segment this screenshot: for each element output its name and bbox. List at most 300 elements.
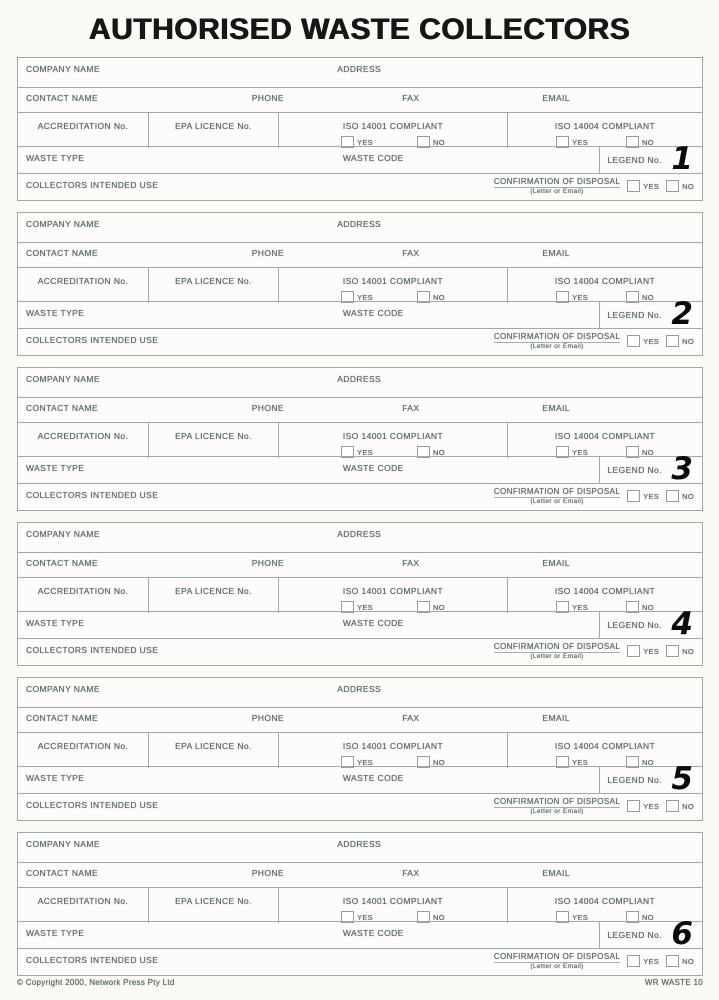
- legend-no-label: LEGEND No.: [607, 620, 662, 630]
- email-segment: [534, 863, 702, 887]
- confirmation-of-disposal-label: CONFIRMATION OF DISPOSAL: [494, 642, 620, 653]
- epa-licence-no-cell[interactable]: [148, 578, 278, 613]
- contact-name-field[interactable]: [98, 93, 240, 112]
- contact-name-field[interactable]: [98, 403, 240, 422]
- contact-name-field[interactable]: [98, 713, 240, 732]
- yes-label: YES: [572, 447, 589, 457]
- company-address-row: [18, 678, 702, 707]
- no-label: NO: [642, 292, 654, 302]
- yes-label: YES: [643, 181, 660, 191]
- collector-block: [17, 57, 703, 201]
- phone-segment: [244, 863, 394, 887]
- accreditation-no-label: ACCREDITATION No.: [37, 431, 129, 441]
- collectors-intended-use-label: COLLECTORS INTENDED USE: [26, 800, 159, 810]
- no-label: NO: [642, 912, 654, 922]
- yes-label: YES: [572, 602, 589, 612]
- collectors-intended-use-field[interactable]: [162, 329, 494, 355]
- phone-field[interactable]: [284, 403, 390, 422]
- fax-field[interactable]: [419, 248, 530, 267]
- address-field[interactable]: [381, 684, 698, 707]
- accreditation-no-label: ACCREDITATION No.: [37, 276, 129, 286]
- intended-use-row: [18, 793, 702, 820]
- confirmation-no-checkbox[interactable]: [666, 955, 679, 967]
- waste-code-label: WASTE CODE: [342, 618, 404, 628]
- confirmation-yes-checkbox[interactable]: [627, 335, 640, 347]
- no-label: NO: [682, 336, 694, 346]
- waste-code-field[interactable]: [404, 928, 596, 948]
- epa-licence-no-label: EPA LICENCE No.: [175, 121, 252, 131]
- email-segment: [534, 553, 702, 577]
- fax-label: FAX: [402, 868, 420, 878]
- confirmation-yes-option: [627, 800, 659, 812]
- waste-code-label: WASTE CODE: [342, 928, 404, 938]
- confirmation-yes-checkbox[interactable]: [627, 645, 640, 657]
- confirmation-of-disposal-group: [494, 639, 702, 661]
- email-field[interactable]: [570, 558, 698, 577]
- legend-number: 4: [671, 606, 693, 642]
- waste-type-label: WASTE TYPE: [26, 928, 85, 938]
- address-label: ADDRESS: [337, 839, 382, 849]
- yes-label: YES: [643, 801, 660, 811]
- address-field[interactable]: [381, 529, 698, 552]
- fax-segment: [394, 708, 534, 732]
- no-label: NO: [433, 292, 445, 302]
- fax-label: FAX: [402, 403, 420, 413]
- confirmation-of-disposal-group: [494, 174, 702, 196]
- accreditation-no-cell[interactable]: [18, 113, 148, 148]
- contact-row: [18, 552, 702, 577]
- epa-licence-no-cell[interactable]: [148, 888, 278, 923]
- intended-use-row: [18, 948, 702, 975]
- waste-type-label: WASTE TYPE: [26, 618, 85, 628]
- waste-code-segment: [343, 767, 600, 793]
- yes-label: YES: [357, 912, 373, 922]
- confirmation-method-label: (Letter or Email): [530, 343, 584, 351]
- contact-row: [18, 397, 702, 422]
- company-name-label: COMPANY NAME: [26, 219, 100, 229]
- iso-14001-label: ISO 14001 COMPLIANT: [342, 276, 444, 286]
- fax-segment: [394, 243, 534, 267]
- address-segment: [329, 833, 702, 862]
- company-name-label: COMPANY NAME: [26, 839, 100, 849]
- contact-name-segment: [18, 398, 244, 422]
- confirmation-method-label: (Letter or Email): [530, 188, 584, 196]
- company-address-row: [18, 833, 702, 862]
- collector-block: [17, 832, 703, 976]
- legend-cell: [599, 761, 702, 797]
- collector-blocks: [17, 57, 703, 976]
- company-name-label: COMPANY NAME: [26, 64, 100, 74]
- fax-segment: [394, 863, 534, 887]
- accreditation-row: [18, 887, 702, 921]
- waste-type-field[interactable]: [84, 773, 339, 793]
- collector-block: [17, 677, 703, 821]
- phone-field[interactable]: [284, 93, 390, 112]
- iso-14001-cell: [278, 578, 507, 613]
- waste-code-label: WASTE CODE: [342, 463, 404, 473]
- accreditation-no-label: ACCREDITATION No.: [37, 896, 129, 906]
- confirmation-label-stack: [494, 332, 620, 351]
- confirmation-yes-checkbox[interactable]: [627, 955, 640, 967]
- accreditation-no-label: ACCREDITATION No.: [37, 586, 129, 596]
- email-segment: [534, 88, 702, 112]
- company-address-row: [18, 213, 702, 242]
- company-name-field[interactable]: [100, 529, 325, 552]
- contact-name-label: CONTACT NAME: [26, 403, 99, 413]
- epa-licence-no-label: EPA LICENCE No.: [175, 586, 252, 596]
- collectors-intended-use-label: COLLECTORS INTENDED USE: [26, 955, 159, 965]
- confirmation-no-option: [666, 335, 694, 347]
- iso-14004-label: ISO 14004 COMPLIANT: [554, 276, 656, 286]
- confirmation-yes-option: [627, 645, 659, 657]
- confirmation-no-option: [666, 800, 694, 812]
- fax-field[interactable]: [419, 403, 530, 422]
- email-field[interactable]: [570, 403, 698, 422]
- company-name-label: COMPANY NAME: [26, 529, 100, 539]
- waste-type-field[interactable]: [84, 618, 339, 638]
- phone-label: PHONE: [251, 558, 284, 568]
- contact-name-label: CONTACT NAME: [26, 93, 99, 103]
- address-label: ADDRESS: [337, 219, 382, 229]
- phone-segment: [244, 88, 394, 112]
- confirmation-yes-checkbox[interactable]: [627, 800, 640, 812]
- fax-label: FAX: [402, 558, 420, 568]
- collectors-intended-use-field[interactable]: [162, 794, 494, 820]
- confirmation-method-label: (Letter or Email): [530, 963, 584, 971]
- waste-type-segment: [18, 457, 343, 483]
- confirmation-of-disposal-group: [494, 949, 702, 971]
- fax-label: FAX: [402, 93, 420, 103]
- legend-no-label: LEGEND No.: [607, 775, 662, 785]
- yes-label: YES: [643, 336, 660, 346]
- accreditation-no-cell[interactable]: [18, 268, 148, 303]
- phone-label: PHONE: [251, 403, 284, 413]
- intended-use-row: [18, 483, 702, 510]
- legend-number: 5: [671, 761, 693, 797]
- legend-number: 2: [671, 296, 693, 332]
- confirmation-label-stack: [494, 797, 620, 816]
- waste-code-field[interactable]: [404, 773, 596, 793]
- accreditation-no-cell[interactable]: [18, 578, 148, 613]
- collector-block: [17, 522, 703, 666]
- confirmation-method-label: (Letter or Email): [530, 808, 584, 816]
- confirmation-no-checkbox[interactable]: [666, 800, 679, 812]
- company-name-segment: [18, 58, 329, 87]
- iso-14004-label: ISO 14004 COMPLIANT: [554, 431, 656, 441]
- confirmation-no-option: [666, 490, 694, 502]
- iso-14001-label: ISO 14001 COMPLIANT: [342, 586, 444, 596]
- phone-field[interactable]: [284, 558, 390, 577]
- email-label: EMAIL: [542, 248, 570, 258]
- legend-cell: [599, 451, 702, 487]
- email-field[interactable]: [570, 93, 698, 112]
- accreditation-row: [18, 112, 702, 146]
- iso-14001-label: ISO 14001 COMPLIANT: [342, 121, 444, 131]
- waste-code-field[interactable]: [404, 308, 596, 328]
- phone-segment: [244, 553, 394, 577]
- address-segment: [329, 368, 702, 397]
- company-name-label: COMPANY NAME: [26, 374, 100, 384]
- fax-segment: [394, 398, 534, 422]
- intended-use-row: [18, 328, 702, 355]
- collectors-intended-use-field[interactable]: [162, 949, 494, 975]
- confirmation-yes-option: [627, 180, 659, 192]
- iso-14001-cell: [278, 888, 507, 923]
- confirmation-label-stack: [494, 952, 620, 971]
- address-label: ADDRESS: [337, 64, 382, 74]
- iso-14001-cell: [278, 733, 507, 768]
- email-field[interactable]: [570, 868, 698, 887]
- fax-segment: [394, 88, 534, 112]
- email-label: EMAIL: [542, 403, 570, 413]
- collectors-intended-use-segment: [18, 639, 162, 655]
- collectors-intended-use-segment: [18, 329, 162, 345]
- waste-type-field[interactable]: [84, 153, 339, 173]
- phone-field[interactable]: [284, 868, 390, 887]
- yes-label: YES: [643, 646, 660, 656]
- iso-14001-label: ISO 14001 COMPLIANT: [342, 741, 444, 751]
- accreditation-no-cell[interactable]: [18, 733, 148, 768]
- confirmation-yes-option: [627, 490, 659, 502]
- yes-label: YES: [572, 757, 589, 767]
- accreditation-no-label: ACCREDITATION No.: [37, 121, 129, 131]
- phone-label: PHONE: [251, 713, 284, 723]
- confirmation-method-label: (Letter or Email): [530, 498, 584, 506]
- iso-14004-label: ISO 14004 COMPLIANT: [554, 896, 656, 906]
- waste-code-segment: [343, 457, 600, 483]
- address-field[interactable]: [381, 374, 698, 397]
- confirmation-of-disposal-label: CONFIRMATION OF DISPOSAL: [494, 797, 620, 808]
- confirmation-yes-option: [627, 335, 659, 347]
- accreditation-no-cell[interactable]: [18, 888, 148, 923]
- address-segment: [329, 678, 702, 707]
- accreditation-row: [18, 422, 702, 456]
- company-name-segment: [18, 678, 329, 707]
- no-label: NO: [433, 137, 445, 147]
- email-field[interactable]: [570, 713, 698, 732]
- confirmation-of-disposal-group: [494, 484, 702, 506]
- iso-14004-label: ISO 14004 COMPLIANT: [554, 121, 656, 131]
- collectors-intended-use-segment: [18, 174, 162, 190]
- email-label: EMAIL: [542, 93, 570, 103]
- contact-name-label: CONTACT NAME: [26, 558, 99, 568]
- confirmation-of-disposal-group: [494, 329, 702, 351]
- collectors-intended-use-segment: [18, 484, 162, 500]
- address-field[interactable]: [381, 839, 698, 862]
- contact-name-segment: [18, 863, 244, 887]
- waste-type-segment: [18, 922, 343, 948]
- company-name-field[interactable]: [100, 374, 325, 397]
- iso-14001-label: ISO 14001 COMPLIANT: [342, 431, 444, 441]
- page-footer: [17, 978, 703, 987]
- fax-label: FAX: [402, 248, 420, 258]
- yes-label: YES: [643, 956, 660, 966]
- contact-name-field[interactable]: [98, 868, 240, 887]
- legend-cell: [599, 296, 702, 332]
- phone-label: PHONE: [251, 93, 284, 103]
- confirmation-no-checkbox[interactable]: [666, 180, 679, 192]
- confirmation-label-stack: [494, 642, 620, 661]
- confirmation-no-checkbox[interactable]: [666, 335, 679, 347]
- contact-name-field[interactable]: [98, 558, 240, 577]
- yes-label: YES: [572, 292, 589, 302]
- no-label: NO: [682, 801, 694, 811]
- page-title: AUTHORISED WASTE COLLECTORS: [88, 13, 631, 46]
- yes-label: YES: [357, 292, 373, 302]
- company-name-field[interactable]: [100, 684, 325, 707]
- accreditation-no-label: ACCREDITATION No.: [37, 741, 129, 751]
- legend-cell: [599, 606, 702, 642]
- epa-licence-no-label: EPA LICENCE No.: [175, 431, 252, 441]
- no-label: NO: [433, 912, 445, 922]
- no-label: NO: [642, 602, 654, 612]
- confirmation-no-checkbox[interactable]: [666, 645, 679, 657]
- confirmation-no-option: [666, 180, 694, 192]
- waste-type-segment: [18, 612, 343, 638]
- legend-number: 3: [671, 451, 693, 487]
- company-name-field[interactable]: [100, 219, 325, 242]
- company-name-segment: [18, 213, 329, 242]
- legend-no-label: LEGEND No.: [607, 930, 662, 940]
- email-segment: [534, 708, 702, 732]
- phone-field[interactable]: [284, 248, 390, 267]
- waste-code-field[interactable]: [404, 618, 596, 638]
- waste-type-segment: [18, 767, 343, 793]
- waste-code-field[interactable]: [404, 153, 596, 173]
- waste-code-segment: [343, 147, 600, 173]
- waste-type-field[interactable]: [84, 308, 339, 328]
- confirmation-of-disposal-label: CONFIRMATION OF DISPOSAL: [494, 177, 620, 188]
- yes-label: YES: [357, 447, 373, 457]
- no-label: NO: [642, 137, 654, 147]
- epa-licence-no-label: EPA LICENCE No.: [175, 896, 252, 906]
- contact-row: [18, 862, 702, 887]
- collectors-intended-use-field[interactable]: [162, 484, 494, 510]
- waste-code-field[interactable]: [404, 463, 596, 483]
- epa-licence-no-cell[interactable]: [148, 423, 278, 458]
- confirmation-label-stack: [494, 177, 620, 196]
- company-address-row: [18, 368, 702, 397]
- epa-licence-no-label: EPA LICENCE No.: [175, 741, 252, 751]
- yes-label: YES: [357, 137, 373, 147]
- iso-14001-cell: [278, 113, 507, 148]
- waste-type-field[interactable]: [84, 463, 339, 483]
- address-field[interactable]: [381, 219, 698, 242]
- no-label: NO: [433, 757, 445, 767]
- contact-row: [18, 242, 702, 267]
- yes-label: YES: [357, 757, 373, 767]
- phone-segment: [244, 243, 394, 267]
- no-label: NO: [682, 491, 694, 501]
- phone-segment: [244, 398, 394, 422]
- waste-type-segment: [18, 302, 343, 328]
- epa-licence-no-cell[interactable]: [148, 733, 278, 768]
- waste-code-label: WASTE CODE: [342, 773, 404, 783]
- intended-use-row: [18, 638, 702, 665]
- fax-field[interactable]: [419, 93, 530, 112]
- confirmation-of-disposal-label: CONFIRMATION OF DISPOSAL: [494, 952, 620, 963]
- no-label: NO: [682, 956, 694, 966]
- accreditation-row: [18, 732, 702, 766]
- confirmation-yes-option: [627, 955, 659, 967]
- accreditation-no-cell[interactable]: [18, 423, 148, 458]
- form-code: WR WASTE 10: [644, 978, 703, 987]
- legend-no-label: LEGEND No.: [607, 310, 662, 320]
- copyright-text: © Copyright 2000, Network Press Pty Ltd: [17, 978, 175, 987]
- no-label: NO: [682, 181, 694, 191]
- intended-use-row: [18, 173, 702, 200]
- yes-label: YES: [357, 602, 373, 612]
- collectors-intended-use-field[interactable]: [162, 639, 494, 665]
- email-field[interactable]: [570, 248, 698, 267]
- email-segment: [534, 243, 702, 267]
- email-segment: [534, 398, 702, 422]
- confirmation-yes-checkbox[interactable]: [627, 180, 640, 192]
- phone-segment: [244, 708, 394, 732]
- fax-field[interactable]: [419, 868, 530, 887]
- company-name-segment: [18, 833, 329, 862]
- confirmation-no-checkbox[interactable]: [666, 490, 679, 502]
- address-label: ADDRESS: [337, 374, 382, 384]
- legend-number: 6: [671, 916, 693, 952]
- no-label: NO: [642, 447, 654, 457]
- waste-code-label: WASTE CODE: [342, 308, 404, 318]
- confirmation-of-disposal-label: CONFIRMATION OF DISPOSAL: [494, 487, 620, 498]
- company-name-field[interactable]: [100, 64, 325, 87]
- iso-14001-cell: [278, 268, 507, 303]
- phone-label: PHONE: [251, 248, 284, 258]
- contact-name-segment: [18, 88, 244, 112]
- address-label: ADDRESS: [337, 529, 382, 539]
- confirmation-label-stack: [494, 487, 620, 506]
- phone-label: PHONE: [251, 868, 284, 878]
- confirmation-yes-checkbox[interactable]: [627, 490, 640, 502]
- epa-licence-no-cell[interactable]: [148, 113, 278, 148]
- collector-block: [17, 367, 703, 511]
- fax-field[interactable]: [419, 558, 530, 577]
- address-field[interactable]: [381, 64, 698, 87]
- company-name-segment: [18, 523, 329, 552]
- legend-number: 1: [671, 141, 693, 177]
- no-label: NO: [682, 646, 694, 656]
- confirmation-of-disposal-label: CONFIRMATION OF DISPOSAL: [494, 332, 620, 343]
- iso-14001-cell: [278, 423, 507, 458]
- contact-name-segment: [18, 553, 244, 577]
- confirmation-no-option: [666, 645, 694, 657]
- collectors-intended-use-field[interactable]: [162, 174, 494, 200]
- contact-name-field[interactable]: [98, 248, 240, 267]
- waste-type-field[interactable]: [84, 928, 339, 948]
- collectors-intended-use-segment: [18, 949, 162, 965]
- waste-code-segment: [343, 922, 600, 948]
- confirmation-method-label: (Letter or Email): [530, 653, 584, 661]
- yes-label: YES: [572, 137, 589, 147]
- no-label: NO: [433, 602, 445, 612]
- phone-field[interactable]: [284, 713, 390, 732]
- address-segment: [329, 523, 702, 552]
- legend-no-label: LEGEND No.: [607, 155, 662, 165]
- legend-cell: [599, 141, 702, 177]
- yes-label: YES: [572, 912, 589, 922]
- company-name-field[interactable]: [100, 839, 325, 862]
- fax-field[interactable]: [419, 713, 530, 732]
- yes-label: YES: [643, 491, 660, 501]
- company-name-label: COMPANY NAME: [26, 684, 100, 694]
- collectors-intended-use-label: COLLECTORS INTENDED USE: [26, 180, 159, 190]
- waste-type-segment: [18, 147, 343, 173]
- epa-licence-no-cell[interactable]: [148, 268, 278, 303]
- company-name-segment: [18, 368, 329, 397]
